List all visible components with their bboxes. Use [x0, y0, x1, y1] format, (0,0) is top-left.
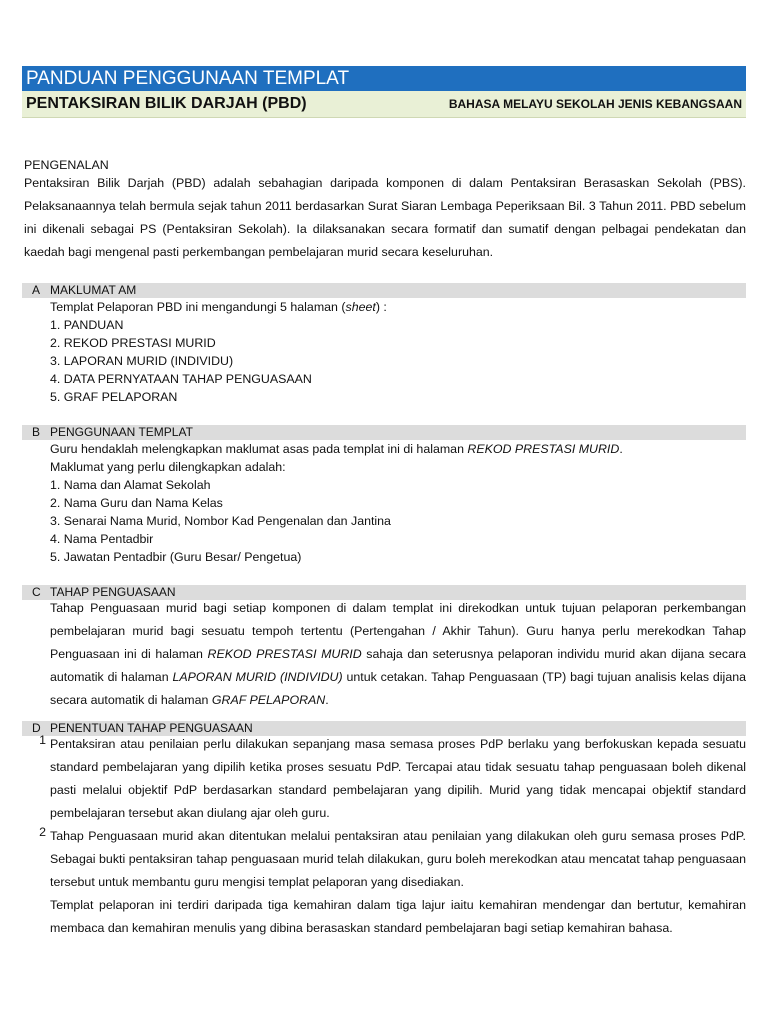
- para-text: untuk cetakan. Tahap Penguasaan (TP) bagi tujuan analisis kelas dijana secara automatik di halaman: [50, 670, 746, 707]
- document-page: [22, 66, 746, 940]
- lead-text: Guru hendaklah melengkapkan maklumat asas pada templat ini di halaman: [50, 442, 468, 456]
- section-b-body: [22, 440, 746, 566]
- subtitle-bar: [22, 91, 746, 118]
- section-b-lead: [50, 440, 746, 458]
- document-title: PANDUAN PENGGUNAAN TEMPLAT: [22, 66, 746, 91]
- list-item: 4. Nama Pentadbir: [50, 532, 154, 546]
- section-a-body: [22, 298, 746, 406]
- numbered-item: [22, 733, 746, 825]
- list-item: 5. Jawatan Pentadbir (Guru Besar/ Pengetua): [50, 550, 302, 564]
- item-text: [50, 825, 746, 940]
- list-item: 5. GRAF PELAPORAN: [50, 390, 178, 404]
- section-b-lead2: Maklumat yang perlu dilengkapkan adalah:: [50, 460, 286, 474]
- section-a-header: [22, 283, 746, 298]
- para-text: sahaja dan seterusnya pelaporan individu murid akan dijana secara automatik di halaman: [50, 647, 746, 684]
- para-italic: LAPORAN MURID (INDIVIDU): [172, 670, 343, 684]
- list-item: 1. Nama dan Alamat Sekolah: [50, 478, 211, 492]
- list-item: 4. DATA PERNYATAAN TAHAP PENGUASAAN: [50, 372, 312, 386]
- list-item: 1. PANDUAN: [50, 318, 124, 332]
- section-title: MAKLUMAT AM: [50, 283, 137, 297]
- section-letter: A: [32, 283, 41, 297]
- lead-italic: sheet: [345, 300, 376, 314]
- item-number: 1: [39, 733, 46, 747]
- section-b-header: [22, 425, 746, 440]
- subtitle-right: BAHASA MELAYU SEKOLAH JENIS KEBANGSAAN: [448, 97, 742, 111]
- para-italic: REKOD PRESTASI MURID: [207, 647, 362, 661]
- item-number: 2: [39, 825, 46, 839]
- lead-text: Templat Pelaporan PBD ini mengandungi 5 halaman (: [50, 300, 346, 314]
- section-letter: C: [32, 585, 41, 599]
- numbered-item: [22, 825, 746, 940]
- list-item: 2. Nama Guru dan Nama Kelas: [50, 496, 223, 510]
- list-item: 2. REKOD PRESTASI MURID: [50, 336, 216, 350]
- lead-text-end: .: [619, 442, 623, 456]
- item-text-part: Tahap Penguasaan murid akan ditentukan melalui pentaksiran atau penilaian yang dilakukan oleh guru semasa proses PdP. Sebagai bukti pentaksiran tahap penguasaan murid telah dilakukan, guru boleh merekodkan atau mencatat tahap penguasaan tersebut untuk membantu guru mengisi templat pelaporan yang disediakan.: [50, 829, 746, 889]
- item-text: Pentaksiran atau penilaian perlu dilakukan sepanjang masa semasa proses PdP berlaku yang berfokuskan kepada sesuatu standard pembelajaran yang dipilih ketika proses sesuatu PdP. Tercapai atau tidak sesuatu tahap penguasaan boleh dikenal pasti melalui objektif PdP berdasarkan standard pembelajaran yang dipilih. Murid yang tidak mencapai objektif standard pembelajaran tersebut akan diulang ajar oleh guru.: [50, 737, 746, 820]
- subtitle-left: PENTAKSIRAN BILIK DARJAH (PBD): [26, 95, 307, 112]
- para-italic: GRAF PELAPORAN: [211, 693, 326, 707]
- para-text: .: [325, 693, 329, 707]
- para-text: Tahap Penguasaan murid bagi setiap komponen di dalam templat ini direkodkan untuk tujuan pelaporan perkembangan pembelajaran murid bagi sesuatu tempoh tertentu (Pertengahan / Akhir Tahun). Guru hanya perlu merekodkan Tahap Penguasaan ini di halaman: [50, 601, 746, 661]
- section-letter: B: [32, 425, 41, 439]
- section-title: PENENTUAN TAHAP PENGUASAAN: [50, 721, 253, 735]
- section-a-lead: [50, 298, 746, 316]
- section-d-body: [22, 733, 746, 940]
- item-text-part: Templat pelaporan ini terdiri daripada tiga kemahiran dalam tiga lajur iaitu kemahiran mendengar dan bertutur, kemahiran membaca dan kemahiran menulis yang dibina berasaskan standard pembelajaran bagi setiap kemahiran bahasa.: [50, 898, 746, 935]
- list-item: 3. Senarai Nama Murid, Nombor Kad Pengenalan dan Jantina: [50, 514, 391, 528]
- lead-italic: REKOD PRESTASI MURID: [467, 442, 620, 456]
- intro-paragraph: Pentaksiran Bilik Darjah (PBD) adalah sebahagian daripada komponen di dalam Pentaksiran Berasaskan Sekolah (PBS). Pelaksanaannya telah bermula sejak tahun 2011 berdasarkan Surat Siaran Lembaga Peperiksaan Bil. 3 Tahun 2011. PBD sebelum ini dikenali sebagai PS (Pentaksiran Sekolah). Ia dilaksanakan secara formatif dan sumatif dengan pelbagai pendekatan dan kaedah bagi mengenal pasti perkembangan pembelajaran murid secara keseluruhan.: [24, 176, 746, 259]
- section-letter: D: [32, 721, 41, 735]
- section-title: PENGGUNAAN TEMPLAT: [50, 425, 193, 439]
- section-title: TAHAP PENGUASAAN: [50, 585, 176, 599]
- lead-text-end: ) :: [375, 300, 387, 314]
- intro-heading: PENGENALAN: [24, 158, 109, 172]
- section-c-paragraph: [22, 597, 746, 712]
- list-item: 3. LAPORAN MURID (INDIVIDU): [50, 354, 234, 368]
